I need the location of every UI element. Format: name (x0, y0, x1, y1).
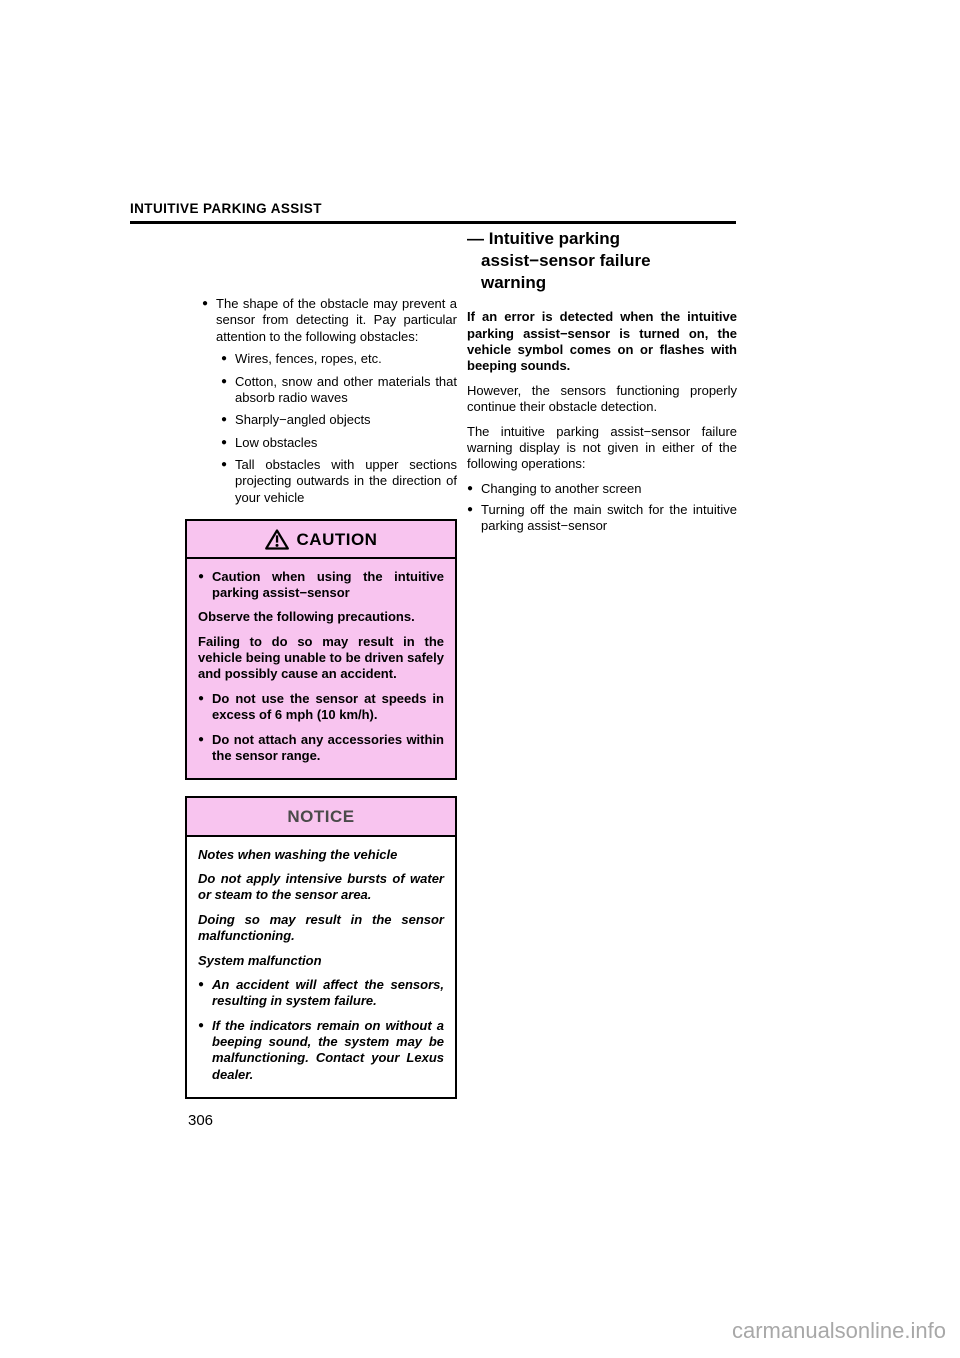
caution-header (187, 521, 455, 556)
bullet-icon: ● (221, 353, 228, 365)
bullet-icon: ● (198, 570, 205, 582)
caution-paragraph: Failing to do so may result in the vehicle being unable to be driven safely and possibly cause an accident. (198, 633, 444, 682)
bullet-icon: ● (221, 436, 228, 448)
list-item (221, 412, 457, 428)
list-item (221, 457, 457, 506)
section-title: — Intuitive parking assist−sensor failure warning (467, 229, 651, 292)
notice-paragraph: Notes when washing the vehicle (198, 846, 398, 862)
bullet-icon: ● (221, 459, 228, 470)
caution-box (185, 519, 457, 780)
list-item-text: Low obstacles (235, 434, 318, 450)
list-item-text: Do not attach any accessories within the sensor range. (212, 731, 444, 763)
bullet-icon: ● (221, 414, 228, 426)
bullet-icon: ● (198, 1019, 205, 1031)
body-paragraph: The intuitive parking assist−sensor failure warning display is not given in either of the following operations: (467, 423, 737, 472)
list-item-text: Sharply−angled objects (235, 412, 371, 428)
list-item-text: Caution when using the intuitive parking assist−sensor (212, 568, 444, 600)
list-item-text: The shape of the obstacle may prevent a sensor from detecting it. Pay particular attention to the following obstacles: (216, 296, 457, 344)
notice-paragraph: System malfunction (198, 952, 322, 968)
list-item (198, 569, 444, 602)
bullet-icon: ● (221, 375, 228, 387)
notice-paragraph: Do not apply intensive bursts of water or steam to the sensor area. (198, 871, 444, 903)
bullet-icon: ● (198, 692, 205, 704)
list-item (198, 1018, 444, 1084)
header-rule (130, 221, 736, 224)
notice-box (185, 796, 457, 1099)
bullet-icon: ● (198, 978, 205, 990)
list-item (221, 374, 457, 407)
bullet-icon: ● (202, 298, 209, 309)
section-header: INTUITIVE PARKING ASSIST (130, 201, 322, 216)
right-column (467, 228, 737, 540)
bullet-icon: ● (467, 482, 474, 494)
list-item-text: If the indicators remain on without a beeping sound, the system may be malfunctioning. Contact your Lexus dealer. (212, 1017, 444, 1082)
list-item-text: Cotton, snow and other materials that absorb radio waves (235, 373, 457, 405)
list-item-text: Turning off the main switch for the intuitive parking assist−sensor (481, 502, 737, 534)
list-item (221, 351, 457, 367)
notice-paragraph: Doing so may result in the sensor malfunctioning. (198, 911, 444, 944)
caution-body (187, 559, 455, 779)
list-item (467, 481, 737, 497)
caution-title: CAUTION (296, 530, 378, 550)
list-item-text: Changing to another screen (481, 480, 642, 496)
list-item-text: Tall obstacles with upper sections projecting outwards in the direction of your vehicle (235, 457, 457, 505)
bullet-icon: ● (198, 733, 205, 745)
list-item-text: An accident will affect the sensors, resulting in system failure. (212, 976, 444, 1009)
list-item (185, 296, 457, 345)
list-item-text: Do not use the sensor at speeds in excess of 6 mph (10 km/h). (212, 690, 444, 723)
left-column (185, 296, 457, 1099)
list-item (467, 502, 737, 535)
watermark: carmanualsonline.info (731, 1318, 946, 1343)
list-item (221, 435, 457, 451)
list-item-text: Wires, fences, ropes, etc. (235, 351, 382, 367)
warning-triangle-icon (265, 529, 289, 550)
list-item (198, 977, 444, 1010)
notice-body (187, 837, 455, 1098)
list-item (198, 691, 444, 724)
obstacle-list (185, 351, 457, 506)
body-paragraph: However, the sensors functioning properly continue their obstacle detection. (467, 382, 737, 415)
page-number: 306 (188, 1112, 214, 1129)
bullet-icon: ● (467, 504, 474, 515)
notice-title: NOTICE (187, 798, 455, 836)
caution-paragraph: Observe the following precautions. (198, 609, 415, 625)
lead-paragraph: If an error is detected when the intuitive parking assist−sensor is turned on, the vehicle symbol comes on or flashes with beeping sounds. (467, 309, 737, 374)
list-item (198, 732, 444, 765)
